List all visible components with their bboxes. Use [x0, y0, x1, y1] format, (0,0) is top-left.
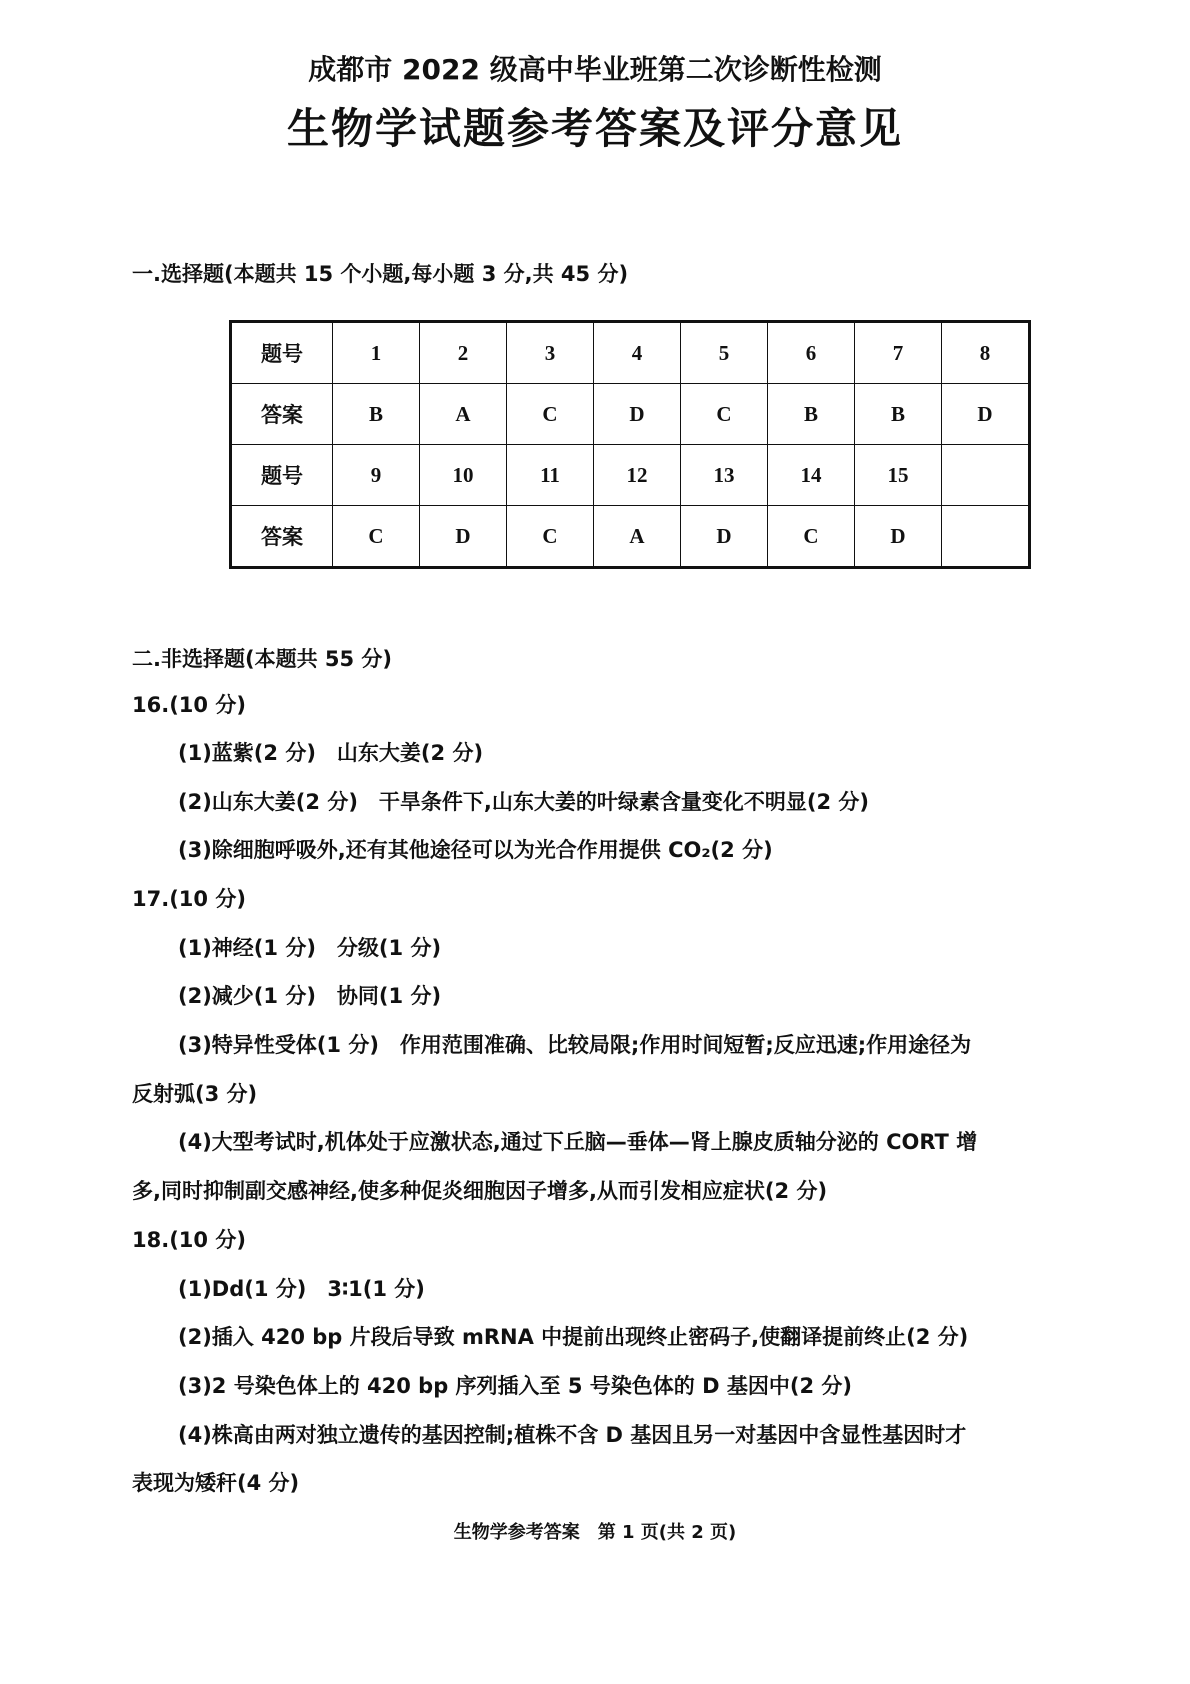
row-label: 答案 [231, 384, 333, 445]
table-cell: 6 [768, 322, 855, 384]
table-cell: 2 [420, 322, 507, 384]
table-cell: 15 [855, 445, 942, 506]
table-cell: D [855, 506, 942, 568]
q18-answer-3: (3)2 号染色体上的 420 bp 序列插入至 5 号染色体的 D 基因中(2 分) [178, 1374, 852, 1398]
table-cell: A [420, 384, 507, 445]
table-cell: C [681, 384, 768, 445]
q17-answer-4: (4)大型考试时,机体处于应激状态,通过下丘脑—垂体—肾上腺皮质轴分泌的 CORT 增 [178, 1130, 978, 1154]
table-cell: 7 [855, 322, 942, 384]
section-1-heading: 一.选择题(本题共 15 个小题,每小题 3 分,共 45 分) [132, 262, 629, 286]
table-cell [942, 506, 1030, 568]
document-subtitle: 生物学试题参考答案及评分意见 [286, 104, 903, 153]
table-cell: D [594, 384, 681, 445]
table-cell: D [420, 506, 507, 568]
table-cell: 1 [333, 322, 420, 384]
table-cell: D [681, 506, 768, 568]
table-cell: 13 [681, 445, 768, 506]
table-cell: B [768, 384, 855, 445]
table-row [231, 445, 1030, 506]
table-cell: A [594, 506, 681, 568]
table-cell: 12 [594, 445, 681, 506]
q17-answer-3: (3)特异性受体(1 分) 作用范围准确、比较局限;作用时间短暂;反应迅速;作用途径为 [178, 1033, 972, 1057]
table-cell: B [333, 384, 420, 445]
q18-answer-4-cont: 表现为矮秆(4 分) [132, 1471, 300, 1495]
page-footer: 生物学参考答案 第 1 页(共 2 页) [453, 1522, 737, 1543]
table-cell: 4 [594, 322, 681, 384]
row-label: 题号 [231, 322, 333, 384]
table-cell: C [507, 384, 594, 445]
table-cell [942, 445, 1030, 506]
q17-title: 17.(10 分) [132, 887, 246, 911]
q16-title: 16.(10 分) [132, 693, 246, 717]
table-cell: C [768, 506, 855, 568]
table-cell: C [507, 506, 594, 568]
q16-answer-1: (1)蓝紫(2 分) 山东大姜(2 分) [178, 741, 484, 765]
table-row [231, 322, 1030, 384]
section-2-heading: 二.非选择题(本题共 55 分) [132, 647, 393, 671]
table-cell: 10 [420, 445, 507, 506]
row-label: 答案 [231, 506, 333, 568]
answer-table [229, 320, 1031, 569]
q17-answer-4-cont: 多,同时抑制副交感神经,使多种促炎细胞因子增多,从而引发相应症状(2 分) [132, 1179, 828, 1203]
table-cell: 5 [681, 322, 768, 384]
q17-answer-2: (2)减少(1 分) 协同(1 分) [178, 984, 442, 1008]
table-cell: 11 [507, 445, 594, 506]
q16-answer-2: (2)山东大姜(2 分) 干旱条件下,山东大姜的叶绿素含量变化不明显(2 分) [178, 790, 870, 814]
q18-answer-4: (4)株高由两对独立遗传的基因控制;植株不含 D 基因且另一对基因中含显性基因时才 [178, 1423, 967, 1447]
q18-answer-2: (2)插入 420 bp 片段后导致 mRNA 中提前出现终止密码子,使翻译提前终止(2 分) [178, 1325, 969, 1349]
table-cell: 9 [333, 445, 420, 506]
table-cell: D [942, 384, 1030, 445]
table-cell: 14 [768, 445, 855, 506]
q17-answer-3-cont: 反射弧(3 分) [132, 1082, 258, 1106]
document-title: 成都市 2022 级高中毕业班第二次诊断性检测 [308, 53, 882, 86]
table-cell: C [333, 506, 420, 568]
q17-answer-1: (1)神经(1 分) 分级(1 分) [178, 936, 442, 960]
table-cell: B [855, 384, 942, 445]
table-row [231, 384, 1030, 445]
q18-title: 18.(10 分) [132, 1228, 246, 1252]
table-cell: 3 [507, 322, 594, 384]
q16-answer-3: (3)除细胞呼吸外,还有其他途径可以为光合作用提供 CO₂(2 分) [178, 838, 773, 862]
table-cell: 8 [942, 322, 1030, 384]
row-label: 题号 [231, 445, 333, 506]
q18-answer-1: (1)Dd(1 分) 3∶1(1 分) [178, 1277, 425, 1301]
table-row [231, 506, 1030, 568]
